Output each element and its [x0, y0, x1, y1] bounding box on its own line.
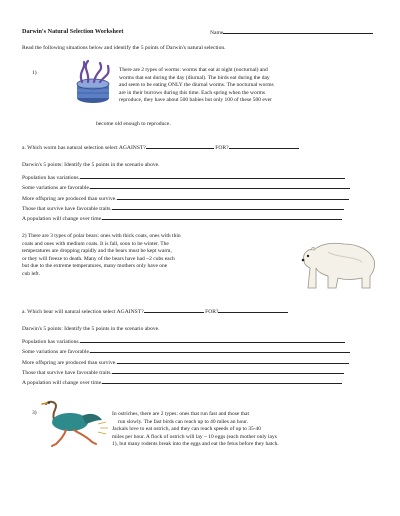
scenario-2-point-3[interactable]: More offspring are produced than survive.: [22, 358, 349, 367]
worksheet-title: Darwin's Natural Selection Worksheet: [22, 28, 124, 35]
scenario-3-number: 3): [32, 410, 37, 416]
scenario-1-point-1[interactable]: Population has variations.: [22, 173, 345, 182]
scenario-2-point-5[interactable]: A population will change over time.: [22, 378, 342, 387]
scenario-2-point-1[interactable]: Population has variations.: [22, 337, 345, 346]
scenario-1-point-4[interactable]: Those that survive have favorable traits.: [22, 204, 344, 213]
scenario-2-question-a[interactable]: a. Which bear will natural selection select AGAINST? FOR?: [22, 307, 288, 316]
intro-text: Read the following situations below and identify the 5 points of Darwin's natural selection.: [22, 45, 226, 51]
worm-can-icon: [70, 58, 116, 108]
scenario-1-points-heading: Darwin's 5 points: Identify the 5 points in the scenario above.: [22, 162, 160, 168]
scenario-1-point-3[interactable]: More offspring are produced than survive.: [22, 194, 349, 203]
name-label: Name: [210, 30, 224, 36]
scenario-1-point-5[interactable]: A population will change over time.: [22, 214, 342, 223]
scenario-1-point-2[interactable]: Some variations are favorable.: [22, 183, 350, 192]
scenario-1-text: There are 2 types of worms: worms that eat at night (nocturnal) and worms that eat during the day (diurnal). The birds eat during the day and seem to be eating ONLY the diurnal worms. The nocturnal worms are in their burrows during this time. Each spring when the worms reproduce, they have about 500 babies but only 100 of these 500 ever: [119, 67, 274, 104]
scenario-1-last-line: become old enough to reproduce.: [96, 121, 171, 127]
scenario-2-points-heading: Darwin's 5 points: Identify the 5 points in the scenario above.: [22, 326, 160, 332]
scenario-1-number: 1): [32, 70, 37, 76]
polar-bear-icon: [298, 232, 380, 292]
scenario-3-text: In ostriches, there are 2 types: ones that run fast and those that run slowly. The fast birds can reach up to 40 miles an hour. Jackals love to eat ostrich, and they can reach speeds of up to 35-40 miles per hour. A flock of ostrich will lay ~ 10 eggs (each mother only lays 1), but many rodents break into the eggs and eat the fetus before they hatch.: [112, 411, 279, 448]
scenario-1-question-a[interactable]: a. Which worm has natural selection select AGAINST? FOR?: [22, 143, 299, 152]
name-field[interactable]: [210, 28, 373, 37]
ostrich-icon: [40, 398, 114, 450]
scenario-2-text: 2) There are 3 types of polar bears: ones with thick coats, ones with thin coats and ones with medium coats. It is fall, soon to be winter. The temperatures are dropping rapidly and the bears must be kept warm, or they will freeze to death. Many of the bears have had ~2 cubs each but due to the extreme temperatures, many mothers only have one cub left.: [22, 233, 181, 277]
scenario-2-point-2[interactable]: Some variations are favorable.: [22, 347, 350, 356]
scenario-2-point-4[interactable]: Those that survive have favorable traits.: [22, 368, 344, 377]
